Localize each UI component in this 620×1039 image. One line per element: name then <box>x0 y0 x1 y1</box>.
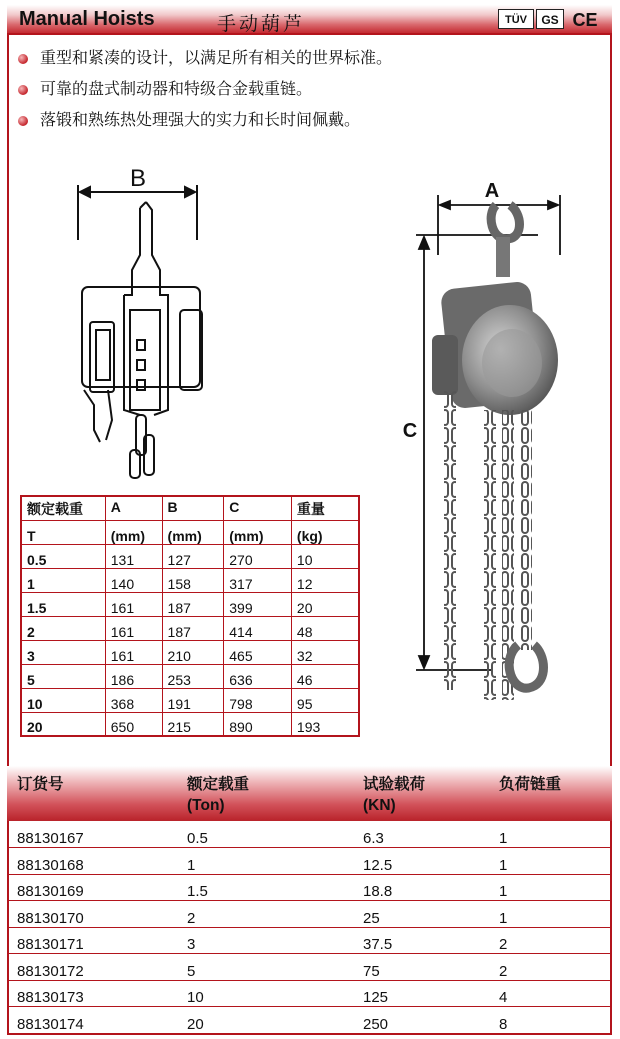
order-cell: 1.5 <box>187 874 363 901</box>
order-cell: 1 <box>499 821 612 848</box>
spec-header-cell: T <box>21 520 105 544</box>
spec-row <box>21 712 359 736</box>
feature-item: 落锻和熟练热处理强大的实力和长时间佩戴。 <box>18 108 392 139</box>
title-english: Manual Hoists <box>19 8 155 30</box>
spec-cell: 161 <box>105 640 162 664</box>
spec-cell: 890 <box>224 712 292 736</box>
feature-item: 可靠的盘式制动器和特级合金载重链。 <box>18 77 392 108</box>
spec-header-cell: A <box>105 496 162 520</box>
order-cell: 88130167 <box>7 821 187 848</box>
spec-row <box>21 616 359 640</box>
dimension-label-b: B <box>129 165 147 192</box>
order-cell: 8 <box>499 1007 612 1034</box>
spec-cell: 368 <box>105 688 162 712</box>
order-row <box>7 901 612 928</box>
spec-cell: 414 <box>224 616 292 640</box>
order-cell: 12.5 <box>363 848 499 875</box>
order-row <box>7 848 612 875</box>
spec-cell: 32 <box>291 640 359 664</box>
order-cell: 250 <box>363 1007 499 1034</box>
spec-row <box>21 592 359 616</box>
spec-cell: 2 <box>21 616 105 640</box>
spec-cell: 131 <box>105 544 162 568</box>
spec-header-row-1 <box>21 496 359 520</box>
order-cell: 18.8 <box>363 874 499 901</box>
order-cell: 88130169 <box>7 874 187 901</box>
spec-cell: 465 <box>224 640 292 664</box>
spec-cell: 253 <box>162 664 224 688</box>
order-header-cell: 负荷链重 <box>499 776 562 793</box>
order-cell: 75 <box>363 954 499 981</box>
spec-cell: 193 <box>291 712 359 736</box>
order-cell: 125 <box>363 980 499 1007</box>
spec-cell: 798 <box>224 688 292 712</box>
dimension-label-a: A <box>484 180 500 202</box>
order-cell: 88130171 <box>7 927 187 954</box>
order-cell: 1 <box>499 848 612 875</box>
order-table-header <box>7 766 612 821</box>
spec-cell: 158 <box>162 568 224 592</box>
spec-cell: 0.5 <box>21 544 105 568</box>
spec-cell: 127 <box>162 544 224 568</box>
order-header-cell: (KN) <box>363 797 396 814</box>
spec-header-cell: (mm) <box>162 520 224 544</box>
order-cell: 88130174 <box>7 1007 187 1034</box>
order-row <box>7 874 612 901</box>
order-cell: 37.5 <box>363 927 499 954</box>
spec-cell: 95 <box>291 688 359 712</box>
feature-list <box>18 46 392 139</box>
order-cell: 20 <box>187 1007 363 1034</box>
order-cell: 1 <box>499 874 612 901</box>
spec-header-cell: B <box>162 496 224 520</box>
feature-item: 重型和紧凑的设计，以满足所有相关的世界标准。 <box>18 46 392 77</box>
order-row <box>7 927 612 954</box>
ce-mark-logo: CE <box>572 10 598 30</box>
spec-cell: 1 <box>21 568 105 592</box>
hoist-product-photo <box>400 175 600 715</box>
spec-header-cell: 额定载重 <box>21 496 105 520</box>
spec-cell: 161 <box>105 616 162 640</box>
spec-header-cell: (mm) <box>224 520 292 544</box>
order-header-cell: 额定载重 <box>187 776 250 793</box>
order-cell: 4 <box>499 980 612 1007</box>
header-bar <box>7 5 612 35</box>
order-row <box>7 821 612 848</box>
spec-cell: 5 <box>21 664 105 688</box>
spec-cell: 210 <box>162 640 224 664</box>
spec-cell: 46 <box>291 664 359 688</box>
order-header-cell: (Ton) <box>187 797 225 814</box>
spec-cell: 191 <box>162 688 224 712</box>
spec-cell: 215 <box>162 712 224 736</box>
spec-cell: 161 <box>105 592 162 616</box>
spec-cell: 20 <box>21 712 105 736</box>
spec-cell: 140 <box>105 568 162 592</box>
order-cell: 1 <box>187 848 363 875</box>
spec-cell: 1.5 <box>21 592 105 616</box>
bullet-icon <box>18 85 28 95</box>
spec-row <box>21 568 359 592</box>
spec-cell: 187 <box>162 592 224 616</box>
order-cell: 10 <box>187 980 363 1007</box>
spec-cell: 3 <box>21 640 105 664</box>
spec-header-cell: (kg) <box>291 520 359 544</box>
gs-cert-logo: GS <box>536 9 564 29</box>
spec-cell: 187 <box>162 616 224 640</box>
spec-cell: 10 <box>21 688 105 712</box>
order-table <box>7 821 612 1034</box>
dimension-label-c: C <box>402 420 418 442</box>
spec-row <box>21 688 359 712</box>
order-row <box>7 1007 612 1034</box>
spec-header-cell: 重量 <box>291 496 359 520</box>
order-cell: 88130168 <box>7 848 187 875</box>
spec-row <box>21 544 359 568</box>
bullet-icon <box>18 116 28 126</box>
order-cell: 6.3 <box>363 821 499 848</box>
spec-cell: 10 <box>291 544 359 568</box>
tuv-cert-logo: TÜV <box>498 9 534 29</box>
order-cell: 0.5 <box>187 821 363 848</box>
spec-header-row-2 <box>21 520 359 544</box>
order-row <box>7 954 612 981</box>
spec-cell: 48 <box>291 616 359 640</box>
spec-header-cell: (mm) <box>105 520 162 544</box>
order-row <box>7 980 612 1007</box>
order-cell: 88130172 <box>7 954 187 981</box>
spec-cell: 186 <box>105 664 162 688</box>
spec-cell: 12 <box>291 568 359 592</box>
order-cell: 25 <box>363 901 499 928</box>
spec-cell: 650 <box>105 712 162 736</box>
spec-row <box>21 664 359 688</box>
order-cell: 88130173 <box>7 980 187 1007</box>
order-header-cell: 试验载荷 <box>363 776 426 793</box>
hoist-side-view-drawing <box>60 160 230 480</box>
spec-header-cell: C <box>224 496 292 520</box>
order-header-cell: 订货号 <box>17 776 64 793</box>
order-cell: 3 <box>187 927 363 954</box>
order-cell: 1 <box>499 901 612 928</box>
spec-cell: 399 <box>224 592 292 616</box>
spec-table <box>20 495 360 737</box>
spec-cell: 636 <box>224 664 292 688</box>
spec-cell: 20 <box>291 592 359 616</box>
order-cell: 5 <box>187 954 363 981</box>
order-cell: 2 <box>499 954 612 981</box>
title-chinese: 手动葫芦 <box>217 14 306 35</box>
spec-row <box>21 640 359 664</box>
order-cell: 2 <box>187 901 363 928</box>
order-cell: 2 <box>499 927 612 954</box>
spec-cell: 270 <box>224 544 292 568</box>
spec-cell: 317 <box>224 568 292 592</box>
order-cell: 88130170 <box>7 901 187 928</box>
bullet-icon <box>18 54 28 64</box>
